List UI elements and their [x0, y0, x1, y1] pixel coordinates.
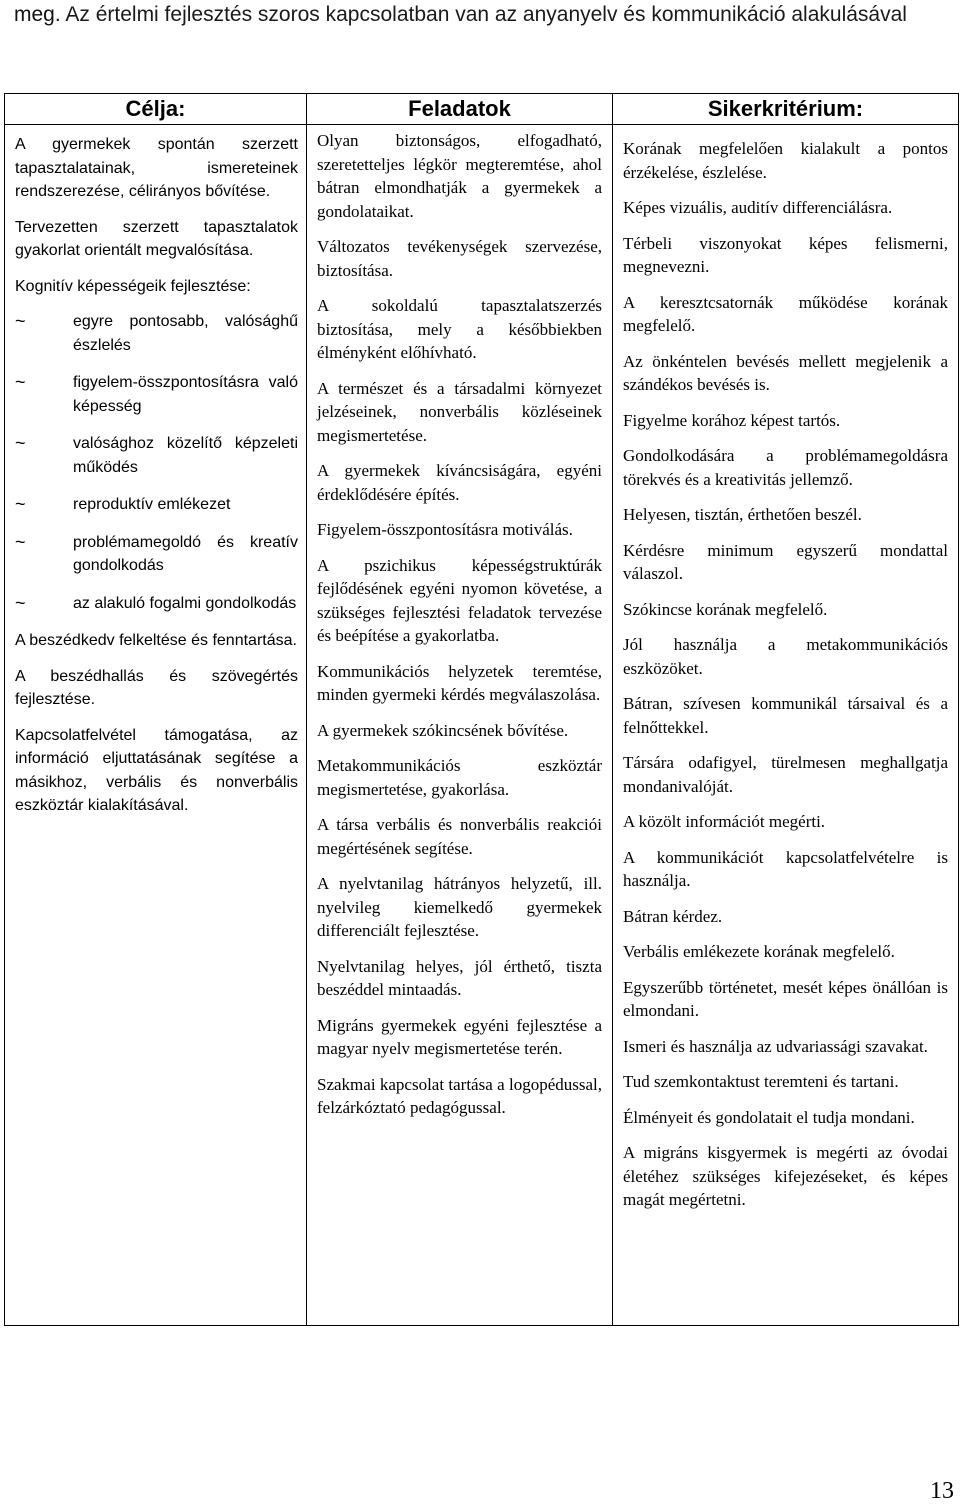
list-item-text: az alakuló fogalmi gondolkodás: [73, 594, 297, 612]
criterion-item: A keresztcsatornák működése korának megfelelő.: [623, 292, 948, 335]
list-item: [15, 371, 298, 418]
criterion-item: Társára odafigyel, türelmesen meghallgatja mondanivalóját.: [623, 753, 948, 796]
criterion-item: Az önkéntelen bevésés mellett megjelenik a szándékos bevésés is.: [623, 351, 948, 394]
list-item-text: problémamegoldó és kreatív gondolkodás: [73, 533, 298, 574]
criterion-item: Egyszerűbb történetet, mesét képes önállóan is elmondani.: [623, 977, 948, 1020]
intro-label: meg.: [14, 3, 61, 26]
task-item: Szakmai kapcsolat tartása a logopédussal, felzárkóztató pedagógussal.: [317, 1074, 602, 1117]
intro-paragraph: [14, 0, 948, 34]
header-tasks: Feladatok: [307, 94, 613, 125]
header-success-criteria: Sikerkritérium:: [613, 94, 959, 125]
list-item: [15, 310, 298, 357]
tilde-bullet-icon: ~: [15, 592, 26, 613]
list-item: [15, 531, 298, 578]
task-item: A társa verbális és nonverbális reakciói megértésének segítése.: [317, 815, 602, 858]
goal-cell: [5, 125, 307, 1326]
cognitive-title: Kognitív képességeik fejlesztése:: [15, 277, 251, 295]
criterion-item: A kommunikációt kapcsolatfelvételre is használja.: [623, 847, 948, 890]
criterion-item: Figyelme korához képest tartós.: [623, 410, 841, 430]
task-item: Migráns gyermekek egyéni fejlesztése a magyar nyelv megismertetése terén.: [317, 1015, 602, 1058]
task-item: Változatos tevékenységek szervezése, biztosítása.: [317, 237, 602, 280]
criterion-item: Szókincse korának megfelelő.: [623, 599, 828, 619]
task-item: A sokoldalú tapasztalatszerzés biztosítása, mely a későbbiekben élményként előhívható.: [317, 296, 602, 362]
criterion-item: Kérdésre minimum egyszerű mondattal válaszol.: [623, 540, 948, 583]
criterion-item: Gondolkodására a problémamegoldásra törekvés és a kreativitás jellemző.: [623, 446, 948, 489]
criterion-item: Verbális emlékezete korának megfelelő.: [623, 942, 895, 961]
criterion-item: Bátran kérdez.: [623, 906, 723, 926]
goals-table: [4, 93, 959, 1326]
criterion-item: Élményeit és gondolatait el tudja mondani.: [623, 1107, 915, 1127]
page-number: 13: [930, 1478, 954, 1504]
tilde-bullet-icon: ~: [15, 494, 26, 514]
criterion-item: Bátran, szívesen kommunikál társaival és a felnőttekkel.: [623, 694, 948, 737]
tilde-bullet-icon: ~: [15, 372, 26, 392]
task-item: A pszichikus képességstruktúrák fejlődésének egyéni nyomon követése, a szükséges fejlesztési feladatok tervezése és beépítése a gyakorlatba.: [317, 555, 602, 645]
goal-paragraph: Tervezetten szerzett tapasztalatok gyakorlat orientált megvalósítása.: [15, 218, 298, 259]
list-item-text: valósághoz közelítő képzeleti működés: [73, 435, 298, 476]
criterion-item: Helyesen, tisztán, érthetően beszél.: [623, 505, 862, 524]
cognitive-list: [15, 310, 298, 615]
intro-text: Az értelmi fejlesztés szoros kapcsolatban van az anyanyelv és kommunikáció alakulásával: [65, 3, 907, 26]
table-header-row: [5, 94, 959, 125]
list-item: [15, 432, 298, 479]
list-item-text: egyre pontosabb, valósághű észlelés: [73, 313, 298, 354]
task-item: Kommunikációs helyzetek teremtése, minden gyermeki kérdés megválaszolása.: [317, 661, 602, 704]
list-item-text: figyelem-összpontosításra való képesség: [73, 374, 298, 415]
list-item: [15, 592, 298, 616]
goal-paragraph: Kapcsolatfelvétel támogatása, az információ eljuttatásának segítése a másikhoz, verbális és nonverbális eszköztár kialakításával.: [15, 726, 298, 814]
criterion-item: Tud szemkontaktust teremteni és tartani.: [623, 1072, 899, 1091]
goal-paragraph: A gyermekek spontán szerzett tapasztalatainak, ismereteinek rendszerezése, célirányos bővítése.: [15, 136, 298, 200]
criterion-item: Képes vizuális, auditív differenciálásra.: [623, 198, 893, 217]
criterion-item: Korának megfelelően kialakult a pontos érzékelése, észlelése.: [623, 139, 948, 182]
list-item-text: reproduktív emlékezet: [73, 496, 231, 513]
task-item: Olyan biztonságos, elfogadható, szeretetteljes légkör megteremtése, ahol bátran elmondhatják a gyermekek a gondolataikat.: [317, 131, 602, 221]
task-item: Metakommunikációs eszköztár megismertetése, gyakorlása.: [317, 756, 602, 799]
criterion-item: Ismeri és használja az udvariassági szavakat.: [623, 1036, 928, 1056]
criterion-item: A közölt információt megérti.: [623, 812, 826, 831]
task-item: A gyermekek kíváncsiságára, egyéni érdeklődésére építés.: [317, 461, 602, 504]
criteria-list: [613, 125, 958, 1212]
list-item: [15, 493, 298, 517]
goal-paragraph: A beszédhallás és szövegértés fejlesztése.: [15, 667, 298, 708]
task-item: A természet és a társadalmi környezet jelzéseinek, nonverbális közléseinek megismertetése.: [317, 378, 602, 445]
task-item: Nyelvtanilag helyes, jól érthető, tiszta beszéddel mintaadás.: [317, 956, 602, 999]
criterion-item: A migráns kisgyermek is megérti az óvodai életéhez szükséges kifejezéseket, és képes magát megértetni.: [623, 1143, 948, 1209]
tilde-bullet-icon: ~: [15, 531, 26, 552]
tasks-cell: [307, 125, 613, 1326]
task-item: A gyermekek szókincsének bővítése.: [317, 720, 569, 740]
tilde-bullet-icon: ~: [15, 311, 26, 331]
criterion-item: Térbeli viszonyokat képes felismerni, megnevezni.: [623, 233, 948, 276]
criterion-item: Jól használja a metakommunikációs eszközöket.: [623, 635, 948, 678]
tilde-bullet-icon: ~: [15, 433, 26, 453]
header-goal: Célja:: [5, 94, 307, 125]
goal-paragraph: A beszédkedv felkeltése és fenntartása.: [15, 632, 297, 649]
success-criteria-cell: [613, 125, 959, 1326]
tasks-list: [307, 125, 612, 1120]
task-item: Figyelem-összpontosításra motiválás.: [317, 520, 573, 539]
task-item: A nyelvtanilag hátrányos helyzetű, ill. nyelvileg kiemelkedő gyermekek differenciált fejlesztése.: [317, 874, 602, 940]
table-row: [5, 125, 959, 1326]
